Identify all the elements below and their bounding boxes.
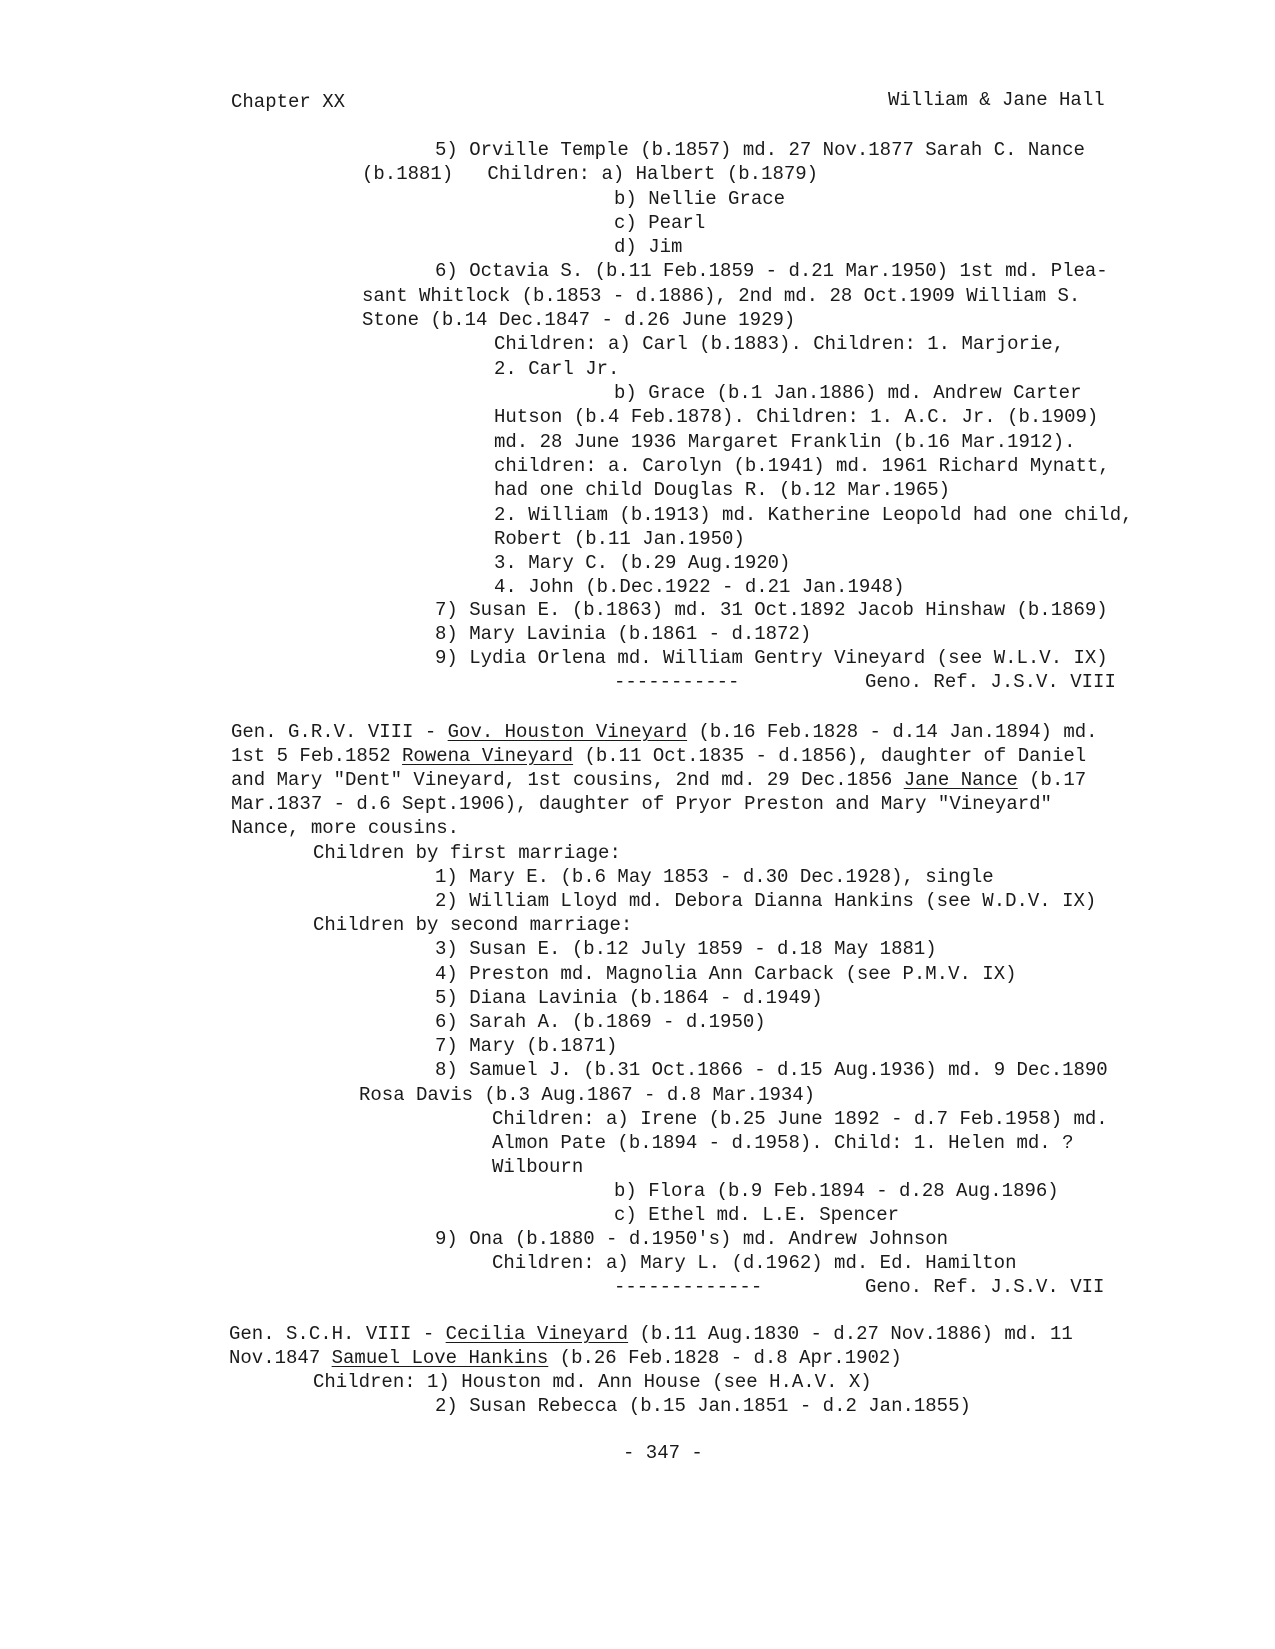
person-name: Gov. Houston Vineyard [447,721,688,743]
text-line: Children: a) Mary L. (d.1962) md. Ed. Hamilton [492,1252,1017,1274]
text-line: 5) Diana Lavinia (b.1864 - d.1949) [435,987,823,1009]
page-number: - 347 - [623,1442,703,1464]
text-line: 9) Lydia Orlena md. William Gentry Vineyard (see W.L.V. IX) [435,647,1108,669]
text-line: 6) Octavia S. (b.11 Feb.1859 - d.21 Mar.1950) 1st md. Plea- [435,260,1108,282]
text-line: Wilbourn [492,1156,584,1178]
text-line: 3. Mary C. (b.29 Aug.1920) [494,552,791,574]
text-line: Children by second marriage: [313,914,633,936]
text-line: and Mary "Dent" Vineyard, 1st cousins, 2nd md. 29 Dec.1856 Jane Nance (b.17 [231,769,1087,791]
text-line: 4. John (b.Dec.1922 - d.21 Jan.1948) [494,576,905,598]
text-line: 3) Susan E. (b.12 July 1859 - d.18 May 1881) [435,938,937,960]
text-line: Almon Pate (b.1894 - d.1958). Child: 1. Helen md. ? [492,1132,1074,1154]
text-line: Hutson (b.4 Feb.1878). Children: 1. A.C. Jr. (b.1909) [494,406,1099,428]
text-line: Mar.1837 - d.6 Sept.1906), daughter of Pryor Preston and Mary "Vineyard" [231,793,1052,815]
text-line: 7) Mary (b.1871) [435,1035,618,1057]
text-line: d) Jim [614,236,683,258]
text-line: 8) Samuel J. (b.31 Oct.1866 - d.15 Aug.1936) md. 9 Dec.1890 [435,1059,1108,1081]
text-line: Rosa Davis (b.3 Aug.1867 - d.8 Mar.1934) [359,1084,816,1106]
person-name: Rowena Vineyard [402,745,574,767]
text-line: 1st 5 Feb.1852 Rowena Vineyard (b.11 Oct.1835 - d.1856), daughter of Daniel [231,745,1087,767]
entry-heading: Gen. S.C.H. VIII - Cecilia Vineyard (b.11 Aug.1830 - d.27 Nov.1886) md. 11 [229,1323,1073,1345]
text-line: b) Flora (b.9 Feb.1894 - d.28 Aug.1896) [614,1180,1059,1202]
text-line: b) Grace (b.1 Jan.1886) md. Andrew Carter [614,382,1082,404]
text-line: Nov.1847 Samuel Love Hankins (b.26 Feb.1828 - d.8 Apr.1902) [229,1347,902,1369]
text-line: 2. Carl Jr. [494,358,620,380]
person-name: Cecilia Vineyard [445,1323,629,1345]
family-header: William & Jane Hall [888,89,1105,111]
geno-ref: Geno. Ref. J.S.V. VII [865,1276,1105,1298]
text-line: children: a. Carolyn (b.1941) md. 1961 Richard Mynatt, [494,455,1110,477]
text-line: 1) Mary E. (b.6 May 1853 - d.30 Dec.1928), single [435,866,994,888]
text-line: 2. William (b.1913) md. Katherine Leopold had one child, [494,504,1133,526]
text-line: Children by first marriage: [313,842,621,864]
text-line: 5) Orville Temple (b.1857) md. 27 Nov.1877 Sarah C. Nance [435,139,1085,161]
text-line: Children: a) Carl (b.1883). Children: 1. Marjorie, [494,333,1065,355]
text-line: c) Pearl [614,212,706,234]
text-line: 2) Susan Rebecca (b.15 Jan.1851 - d.2 Jan.1855) [435,1395,971,1417]
text-line: 8) Mary Lavinia (b.1861 - d.1872) [435,623,812,645]
text-line: 6) Sarah A. (b.1869 - d.1950) [435,1011,766,1033]
entry-heading: Gen. G.R.V. VIII - Gov. Houston Vineyard (b.16 Feb.1828 - d.14 Jan.1894) md. [231,721,1098,743]
text-line: 2) William Lloyd md. Debora Dianna Hankins (see W.D.V. IX) [435,890,1097,912]
text-line: 7) Susan E. (b.1863) md. 31 Oct.1892 Jacob Hinshaw (b.1869) [435,599,1108,621]
chapter-header: Chapter XX [231,91,346,113]
person-name: Jane Nance [903,769,1018,791]
text-line: had one child Douglas R. (b.12 Mar.1965) [494,479,951,501]
text-line: b) Nellie Grace [614,188,786,210]
separator: ------------- [614,1276,763,1298]
text-line: Stone (b.14 Dec.1847 - d.26 June 1929) [362,309,796,331]
person-name: Samuel Love Hankins [331,1347,549,1369]
text-line: Children: 1) Houston md. Ann House (see H.A.V. X) [313,1371,872,1393]
text-line: Robert (b.11 Jan.1950) [494,528,745,550]
text-line: Nance, more cousins. [231,817,460,839]
text-line: sant Whitlock (b.1853 - d.1886), 2nd md. 28 Oct.1909 William S. [362,285,1081,307]
separator: ----------- [614,671,740,693]
text-line: 9) Ona (b.1880 - d.1950's) md. Andrew Johnson [435,1228,949,1250]
geno-ref: Geno. Ref. J.S.V. VIII [865,671,1116,693]
text-line: Children: a) Irene (b.25 June 1892 - d.7 Feb.1958) md. [492,1108,1108,1130]
text-line: 4) Preston md. Magnolia Ann Carback (see P.M.V. IX) [435,963,1017,985]
text-line: (b.1881) Children: a) Halbert (b.1879) [362,163,819,185]
text-line: c) Ethel md. L.E. Spencer [614,1204,900,1226]
text-line: md. 28 June 1936 Margaret Franklin (b.16 Mar.1912). [494,431,1076,453]
